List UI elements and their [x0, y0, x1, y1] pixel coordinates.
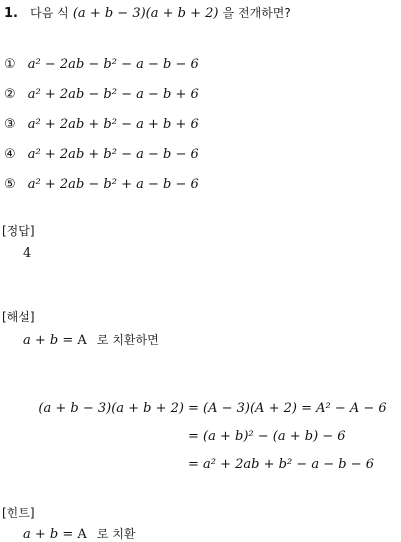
substitution-math: a + b = — [23, 333, 78, 348]
choice-2[interactable] — [4, 87, 199, 102]
explanation-label: [해설] — [2, 310, 35, 324]
choice-text: a² − 2ab − b² − a − b − 6 — [27, 57, 199, 72]
substitution-text: 로 치환하면 — [96, 333, 159, 347]
choice-mark: ② — [4, 87, 16, 102]
choice-text: a² + 2ab − b² + a − b − 6 — [27, 177, 199, 192]
equation-line-1: = (A − 3)(A + 2) = A² − A − 6 — [188, 401, 387, 416]
answer-label: [정답] — [2, 224, 35, 238]
equation-lhs: (a + b − 3)(a + b + 2) — [38, 401, 184, 416]
choice-text: a² + 2ab + b² − a − b − 6 — [27, 147, 199, 162]
equation-line-3: = a² + 2ab + b² − a − b − 6 — [188, 457, 374, 472]
hint-text: 로 치환 — [96, 527, 136, 541]
equation-line-2: = (a + b)² − (a + b) − 6 — [188, 429, 346, 444]
choice-text: a² + 2ab + b² − a + b + 6 — [27, 117, 199, 132]
problem-number: 1. — [4, 6, 18, 21]
choice-mark: ① — [4, 57, 16, 72]
problem-prefix: 다음 식 — [30, 6, 69, 20]
hint-substitution — [23, 525, 136, 542]
hint-label: [힌트] — [2, 506, 35, 520]
choice-text: a² + 2ab − b² − a − b + 6 — [27, 87, 199, 102]
substitution-var: A — [77, 333, 87, 348]
choice-mark: ③ — [4, 117, 16, 132]
explanation-substitution — [23, 331, 159, 348]
choice-5[interactable] — [4, 177, 199, 192]
problem-statement — [4, 4, 291, 21]
problem-suffix: 을 전개하면? — [222, 6, 291, 20]
problem-expression: (a + b − 3)(a + b + 2) — [72, 6, 219, 21]
choice-mark: ④ — [4, 147, 16, 162]
choice-1[interactable] — [4, 57, 199, 72]
choice-mark: ⑤ — [4, 177, 16, 192]
hint-var: A — [77, 527, 87, 542]
choice-4[interactable] — [4, 147, 199, 162]
answer-value: 4 — [23, 246, 32, 261]
hint-math: a + b = — [23, 527, 78, 542]
choice-3[interactable] — [4, 117, 199, 132]
